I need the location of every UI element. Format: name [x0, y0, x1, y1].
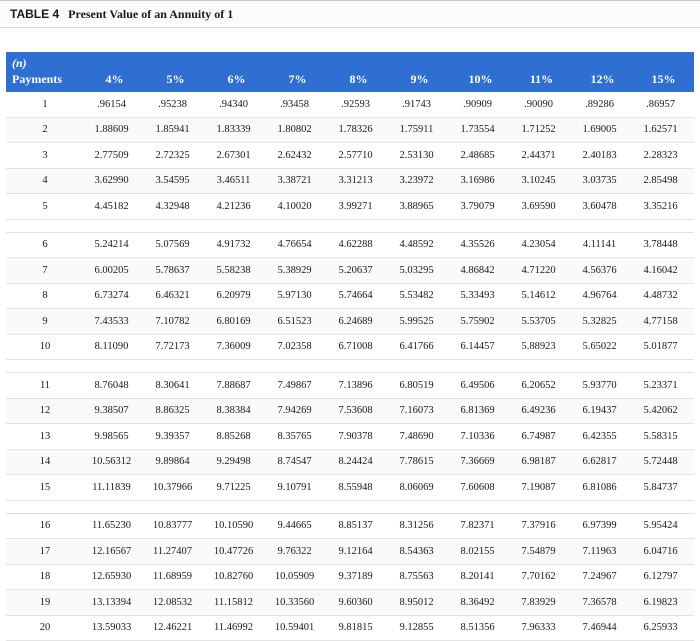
value-cell: 2.53130	[389, 143, 450, 169]
value-cell: 8.35765	[267, 424, 328, 450]
value-cell: 8.31256	[389, 513, 450, 539]
value-cell: 8.74547	[267, 449, 328, 475]
value-cell: 6.04716	[633, 539, 694, 565]
value-cell: 4.23054	[511, 232, 572, 258]
value-cell: .93458	[267, 92, 328, 117]
value-cell: 5.20637	[328, 258, 389, 284]
value-cell: 5.38929	[267, 258, 328, 284]
value-cell: 5.24214	[84, 232, 145, 258]
table-row	[6, 373, 694, 399]
value-cell: 9.10791	[267, 475, 328, 501]
value-cell: 6.80169	[206, 309, 267, 335]
value-cell: 7.53608	[328, 398, 389, 424]
value-cell: 5.01877	[633, 334, 694, 360]
value-cell: .90090	[511, 92, 572, 117]
value-cell: 4.45182	[84, 194, 145, 220]
group-spacer	[6, 500, 694, 513]
value-cell: 6.81369	[450, 398, 511, 424]
table-row	[6, 334, 694, 360]
value-cell: 5.78637	[145, 258, 206, 284]
value-cell: 2.85498	[633, 168, 694, 194]
value-cell: 6.49506	[450, 373, 511, 399]
value-cell: 10.83777	[145, 513, 206, 539]
value-cell: 5.07569	[145, 232, 206, 258]
value-cell: 4.48732	[633, 283, 694, 309]
rate-header	[267, 52, 328, 92]
table-number: TABLE 4	[10, 7, 60, 21]
table-body	[6, 92, 694, 641]
value-cell: 6.97399	[572, 513, 633, 539]
value-cell: 8.85268	[206, 424, 267, 450]
value-cell: 5.95424	[633, 513, 694, 539]
rate-header	[511, 52, 572, 92]
value-cell: 7.11963	[572, 539, 633, 565]
value-cell: 9.71225	[206, 475, 267, 501]
value-cell: 3.35216	[633, 194, 694, 220]
group-spacer-cell	[6, 219, 694, 232]
rate-header-label: 15%	[651, 72, 676, 86]
value-cell: 12.16567	[84, 539, 145, 565]
value-cell: 5.58238	[206, 258, 267, 284]
value-cell: 6.41766	[389, 334, 450, 360]
table-title-bar	[0, 0, 700, 28]
value-cell: 7.16073	[389, 398, 450, 424]
value-cell: .91743	[389, 92, 450, 117]
table-row	[6, 398, 694, 424]
value-cell: 9.12855	[389, 615, 450, 641]
value-cell: 5.03295	[389, 258, 450, 284]
value-cell: 8.36492	[450, 590, 511, 616]
value-cell: 5.84737	[633, 475, 694, 501]
value-cell: 10.10590	[206, 513, 267, 539]
value-cell: .95238	[145, 92, 206, 117]
value-cell: 2.57710	[328, 143, 389, 169]
value-cell: 10.33560	[267, 590, 328, 616]
annuity-table	[6, 52, 694, 641]
value-cell: 11.27407	[145, 539, 206, 565]
group-spacer-cell	[6, 500, 694, 513]
value-cell: 1.69005	[572, 117, 633, 143]
value-cell: 6.62817	[572, 449, 633, 475]
value-cell: 7.13896	[328, 373, 389, 399]
rate-header-label: 4%	[105, 72, 124, 86]
annuity-table-container	[6, 52, 694, 641]
value-cell: 7.36578	[572, 590, 633, 616]
value-cell: 7.94269	[267, 398, 328, 424]
value-cell: 8.30641	[145, 373, 206, 399]
value-cell: 6.12797	[633, 564, 694, 590]
rate-header-label: 8%	[349, 72, 368, 86]
payments-cell: 19	[6, 590, 84, 616]
value-cell: 9.38507	[84, 398, 145, 424]
value-cell: 6.80519	[389, 373, 450, 399]
value-cell: 9.60360	[328, 590, 389, 616]
value-cell: 3.88965	[389, 194, 450, 220]
value-cell: 7.96333	[511, 615, 572, 641]
value-cell: 7.90378	[328, 424, 389, 450]
value-cell: 9.29498	[206, 449, 267, 475]
value-cell: 4.21236	[206, 194, 267, 220]
value-cell: 7.43533	[84, 309, 145, 335]
value-cell: 10.05909	[267, 564, 328, 590]
value-cell: 2.48685	[450, 143, 511, 169]
value-cell: 8.51356	[450, 615, 511, 641]
value-cell: 7.02358	[267, 334, 328, 360]
value-cell: 8.54363	[389, 539, 450, 565]
value-cell: 9.39357	[145, 424, 206, 450]
table-row	[6, 92, 694, 117]
value-cell: 5.75902	[450, 309, 511, 335]
value-cell: 6.20979	[206, 283, 267, 309]
value-cell: 3.99271	[328, 194, 389, 220]
value-cell: 8.02155	[450, 539, 511, 565]
value-cell: 3.62990	[84, 168, 145, 194]
value-cell: 11.68959	[145, 564, 206, 590]
value-cell: 3.78448	[633, 232, 694, 258]
payments-cell: 11	[6, 373, 84, 399]
value-cell: 3.03735	[572, 168, 633, 194]
rate-header-label: 7%	[288, 72, 307, 86]
table-row	[6, 513, 694, 539]
value-cell: 7.37916	[511, 513, 572, 539]
value-cell: 7.10336	[450, 424, 511, 450]
value-cell: 8.06069	[389, 475, 450, 501]
value-cell: 12.65930	[84, 564, 145, 590]
value-cell: 5.88923	[511, 334, 572, 360]
payments-cell: 12	[6, 398, 84, 424]
value-cell: 8.11090	[84, 334, 145, 360]
value-cell: 4.48592	[389, 232, 450, 258]
rate-header	[450, 52, 511, 92]
value-cell: 7.70162	[511, 564, 572, 590]
value-cell: 7.19087	[511, 475, 572, 501]
value-cell: 6.24689	[328, 309, 389, 335]
value-cell: 8.85137	[328, 513, 389, 539]
rate-header-label: 9%	[410, 72, 429, 86]
value-cell: 3.46511	[206, 168, 267, 194]
value-cell: 7.24967	[572, 564, 633, 590]
value-cell: 7.36669	[450, 449, 511, 475]
value-cell: 13.13394	[84, 590, 145, 616]
value-cell: 2.72325	[145, 143, 206, 169]
value-cell: 4.71220	[511, 258, 572, 284]
value-cell: .89286	[572, 92, 633, 117]
rate-header-label: 10%	[468, 72, 493, 86]
group-spacer	[6, 219, 694, 232]
value-cell: 5.14612	[511, 283, 572, 309]
value-cell: 5.58315	[633, 424, 694, 450]
value-cell: 4.32948	[145, 194, 206, 220]
value-cell: 10.59401	[267, 615, 328, 641]
table-row	[6, 475, 694, 501]
value-cell: 9.76322	[267, 539, 328, 565]
value-cell: 7.36009	[206, 334, 267, 360]
value-cell: .94340	[206, 92, 267, 117]
payments-cell: 15	[6, 475, 84, 501]
value-cell: 1.85941	[145, 117, 206, 143]
payments-header-sub: (n)	[12, 56, 27, 70]
value-cell: 5.32825	[572, 309, 633, 335]
rate-header	[389, 52, 450, 92]
value-cell: 4.56376	[572, 258, 633, 284]
value-cell: 1.73554	[450, 117, 511, 143]
payments-cell: 17	[6, 539, 84, 565]
group-spacer	[6, 360, 694, 373]
value-cell: 7.48690	[389, 424, 450, 450]
value-cell: 6.00205	[84, 258, 145, 284]
value-cell: 5.93770	[572, 373, 633, 399]
rate-header-label: 11%	[529, 72, 554, 86]
value-cell: 1.88609	[84, 117, 145, 143]
value-cell: 4.16042	[633, 258, 694, 284]
payments-cell: 9	[6, 309, 84, 335]
value-cell: 9.37189	[328, 564, 389, 590]
value-cell: 6.14457	[450, 334, 511, 360]
value-cell: 5.53482	[389, 283, 450, 309]
value-cell: .90909	[450, 92, 511, 117]
value-cell: 3.10245	[511, 168, 572, 194]
value-cell: 5.97130	[267, 283, 328, 309]
value-cell: 5.74664	[328, 283, 389, 309]
value-cell: 2.28323	[633, 143, 694, 169]
value-cell: 6.46321	[145, 283, 206, 309]
value-cell: 8.75563	[389, 564, 450, 590]
value-cell: 4.35526	[450, 232, 511, 258]
value-cell: 6.25933	[633, 615, 694, 641]
value-cell: 10.82760	[206, 564, 267, 590]
value-cell: 12.08532	[145, 590, 206, 616]
table-row	[6, 168, 694, 194]
value-cell: .96154	[84, 92, 145, 117]
value-cell: 1.71252	[511, 117, 572, 143]
payments-header	[6, 52, 84, 92]
value-cell: 9.98565	[84, 424, 145, 450]
value-cell: 6.71008	[328, 334, 389, 360]
table-row	[6, 283, 694, 309]
value-cell: 6.19823	[633, 590, 694, 616]
payments-cell: 14	[6, 449, 84, 475]
group-spacer-cell	[6, 360, 694, 373]
table-row	[6, 539, 694, 565]
rate-header-label: 5%	[166, 72, 185, 86]
value-cell: 7.46944	[572, 615, 633, 641]
payments-cell: 7	[6, 258, 84, 284]
value-cell: 7.82371	[450, 513, 511, 539]
value-cell: 8.86325	[145, 398, 206, 424]
value-cell: 3.16986	[450, 168, 511, 194]
value-cell: 3.69590	[511, 194, 572, 220]
value-cell: 1.80802	[267, 117, 328, 143]
value-cell: 4.96764	[572, 283, 633, 309]
value-cell: 4.62288	[328, 232, 389, 258]
value-cell: 8.20141	[450, 564, 511, 590]
rate-header	[633, 52, 694, 92]
payments-cell: 13	[6, 424, 84, 450]
value-cell: 5.33493	[450, 283, 511, 309]
value-cell: 9.81815	[328, 615, 389, 641]
value-cell: 7.78615	[389, 449, 450, 475]
value-cell: 4.11141	[572, 232, 633, 258]
value-cell: 11.11839	[84, 475, 145, 501]
payments-cell: 5	[6, 194, 84, 220]
value-cell: 1.62571	[633, 117, 694, 143]
rate-header-label: 12%	[590, 72, 615, 86]
value-cell: 10.47726	[206, 539, 267, 565]
value-cell: 2.62432	[267, 143, 328, 169]
value-cell: 5.23371	[633, 373, 694, 399]
value-cell: 5.65022	[572, 334, 633, 360]
header-row	[6, 52, 694, 92]
value-cell: 9.44665	[267, 513, 328, 539]
value-cell: 5.42062	[633, 398, 694, 424]
value-cell: 4.76654	[267, 232, 328, 258]
value-cell: 7.10782	[145, 309, 206, 335]
rate-header	[145, 52, 206, 92]
value-cell: 3.38721	[267, 168, 328, 194]
value-cell: 6.19437	[572, 398, 633, 424]
value-cell: 5.99525	[389, 309, 450, 335]
value-cell: 3.79079	[450, 194, 511, 220]
payments-header-label: Payments	[12, 72, 62, 86]
value-cell: 6.98187	[511, 449, 572, 475]
value-cell: 6.73274	[84, 283, 145, 309]
payments-cell: 6	[6, 232, 84, 258]
value-cell: 7.83929	[511, 590, 572, 616]
value-cell: 3.31213	[328, 168, 389, 194]
value-cell: 8.76048	[84, 373, 145, 399]
value-cell: 6.42355	[572, 424, 633, 450]
value-cell: 6.20652	[511, 373, 572, 399]
value-cell: 10.56312	[84, 449, 145, 475]
value-cell: 11.46992	[206, 615, 267, 641]
table-row	[6, 232, 694, 258]
value-cell: 6.51523	[267, 309, 328, 335]
rate-header	[84, 52, 145, 92]
table-row	[6, 258, 694, 284]
table-row	[6, 449, 694, 475]
value-cell: 2.77509	[84, 143, 145, 169]
payments-cell: 10	[6, 334, 84, 360]
rate-header-label: 6%	[227, 72, 246, 86]
payments-cell: 2	[6, 117, 84, 143]
rate-header	[572, 52, 633, 92]
value-cell: 5.72448	[633, 449, 694, 475]
value-cell: 8.55948	[328, 475, 389, 501]
value-cell: 8.95012	[389, 590, 450, 616]
value-cell: 4.91732	[206, 232, 267, 258]
value-cell: 8.38384	[206, 398, 267, 424]
rate-header	[206, 52, 267, 92]
payments-cell: 4	[6, 168, 84, 194]
value-cell: 7.49867	[267, 373, 328, 399]
value-cell: 7.72173	[145, 334, 206, 360]
payments-cell: 16	[6, 513, 84, 539]
value-cell: 2.40183	[572, 143, 633, 169]
table-row	[6, 194, 694, 220]
table-row	[6, 424, 694, 450]
value-cell: 9.89864	[145, 449, 206, 475]
value-cell: 3.60478	[572, 194, 633, 220]
value-cell: 3.23972	[389, 168, 450, 194]
value-cell: 5.53705	[511, 309, 572, 335]
payments-cell: 1	[6, 92, 84, 117]
table-row	[6, 309, 694, 335]
value-cell: 6.81086	[572, 475, 633, 501]
value-cell: 10.37966	[145, 475, 206, 501]
table-row	[6, 590, 694, 616]
value-cell: 1.75911	[389, 117, 450, 143]
value-cell: .92593	[328, 92, 389, 117]
value-cell: .86957	[633, 92, 694, 117]
payments-cell: 3	[6, 143, 84, 169]
value-cell: 7.60608	[450, 475, 511, 501]
payments-cell: 8	[6, 283, 84, 309]
value-cell: 4.77158	[633, 309, 694, 335]
table-row	[6, 615, 694, 641]
value-cell: 11.15812	[206, 590, 267, 616]
value-cell: 7.88687	[206, 373, 267, 399]
value-cell: 1.78326	[328, 117, 389, 143]
value-cell: 1.83339	[206, 117, 267, 143]
value-cell: 3.54595	[145, 168, 206, 194]
table-title: Present Value of an Annuity of 1	[68, 7, 234, 21]
value-cell: 7.54879	[511, 539, 572, 565]
value-cell: 2.44371	[511, 143, 572, 169]
value-cell: 6.49236	[511, 398, 572, 424]
value-cell: 2.67301	[206, 143, 267, 169]
rate-header	[328, 52, 389, 92]
value-cell: 9.12164	[328, 539, 389, 565]
table-row	[6, 117, 694, 143]
value-cell: 13.59033	[84, 615, 145, 641]
value-cell: 8.24424	[328, 449, 389, 475]
value-cell: 11.65230	[84, 513, 145, 539]
value-cell: 4.10020	[267, 194, 328, 220]
value-cell: 6.74987	[511, 424, 572, 450]
table-row	[6, 143, 694, 169]
value-cell: 12.46221	[145, 615, 206, 641]
payments-cell: 20	[6, 615, 84, 641]
value-cell: 4.86842	[450, 258, 511, 284]
payments-cell: 18	[6, 564, 84, 590]
